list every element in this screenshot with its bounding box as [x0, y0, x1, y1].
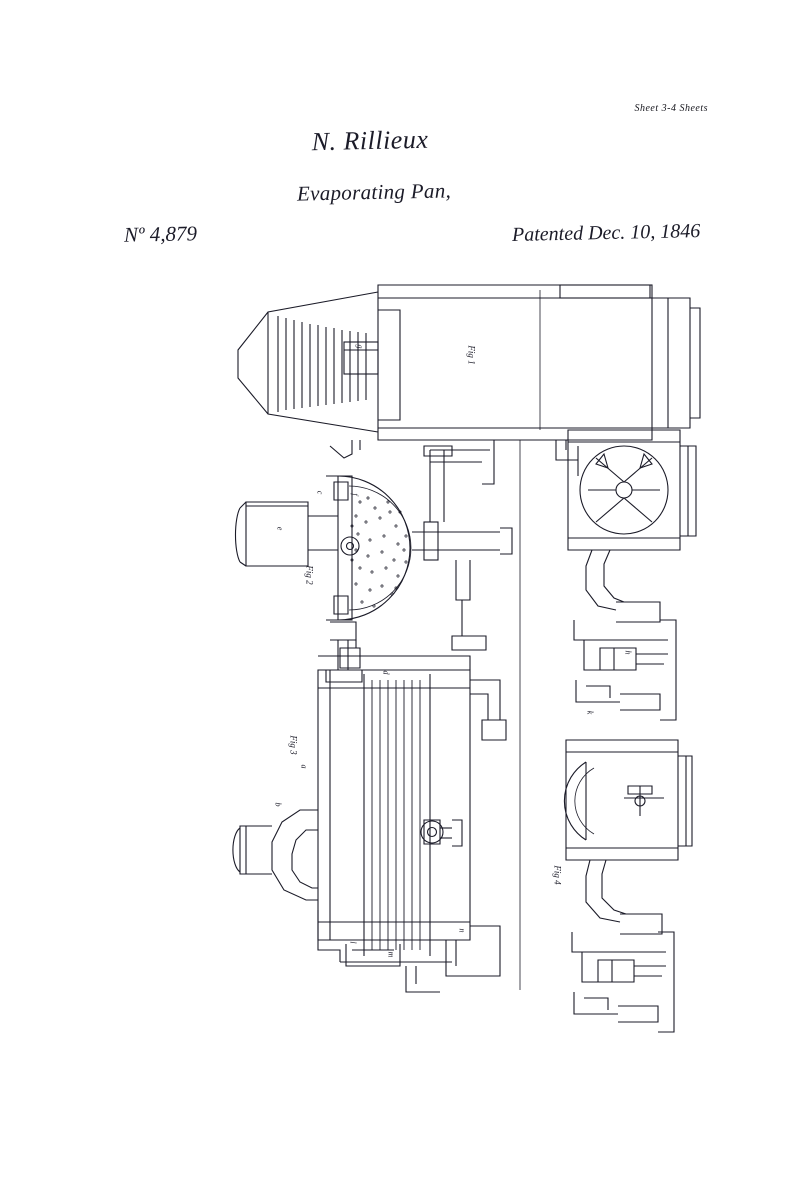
- figure-label-fig2: Fig 2: [304, 565, 315, 585]
- figure-label-fig3: Fig 3: [288, 735, 299, 755]
- fig4-group: [568, 430, 696, 720]
- part-label-m: m: [386, 951, 396, 958]
- fig2-group: [235, 440, 512, 682]
- fig5-group: [564, 740, 692, 1032]
- fig3-group: [233, 640, 506, 992]
- part-label-e: a: [299, 764, 309, 769]
- part-label-d: d: [381, 670, 391, 675]
- fig1-group: [238, 285, 700, 476]
- patent-date: Patented Dec. 10, 1846: [511, 220, 701, 246]
- figure-label-fig4: Fig 4: [552, 865, 563, 885]
- inventor-name: N. Rillieux: [311, 124, 429, 157]
- part-label-g: g: [355, 344, 365, 349]
- patent-figure-drawing: [0, 250, 804, 1050]
- part-label-h: h: [623, 650, 633, 655]
- part-label-n: n: [457, 928, 467, 933]
- stipple-fill: [351, 497, 407, 607]
- part-label-b: f: [350, 493, 360, 496]
- part-label-k: k: [585, 710, 595, 715]
- part-label-a: e: [275, 526, 285, 531]
- sheet-note: Sheet 3-4 Sheets: [634, 102, 708, 115]
- part-label-f: b: [273, 802, 283, 807]
- part-label-c: c: [315, 490, 325, 495]
- patent-number: Nº 4,879: [123, 221, 198, 247]
- page-title: Evaporating Pan,: [296, 178, 452, 206]
- part-label-l: l: [348, 941, 358, 944]
- drawing-svg: [0, 250, 804, 1050]
- figure-label-fig1: Fig 1: [466, 345, 477, 365]
